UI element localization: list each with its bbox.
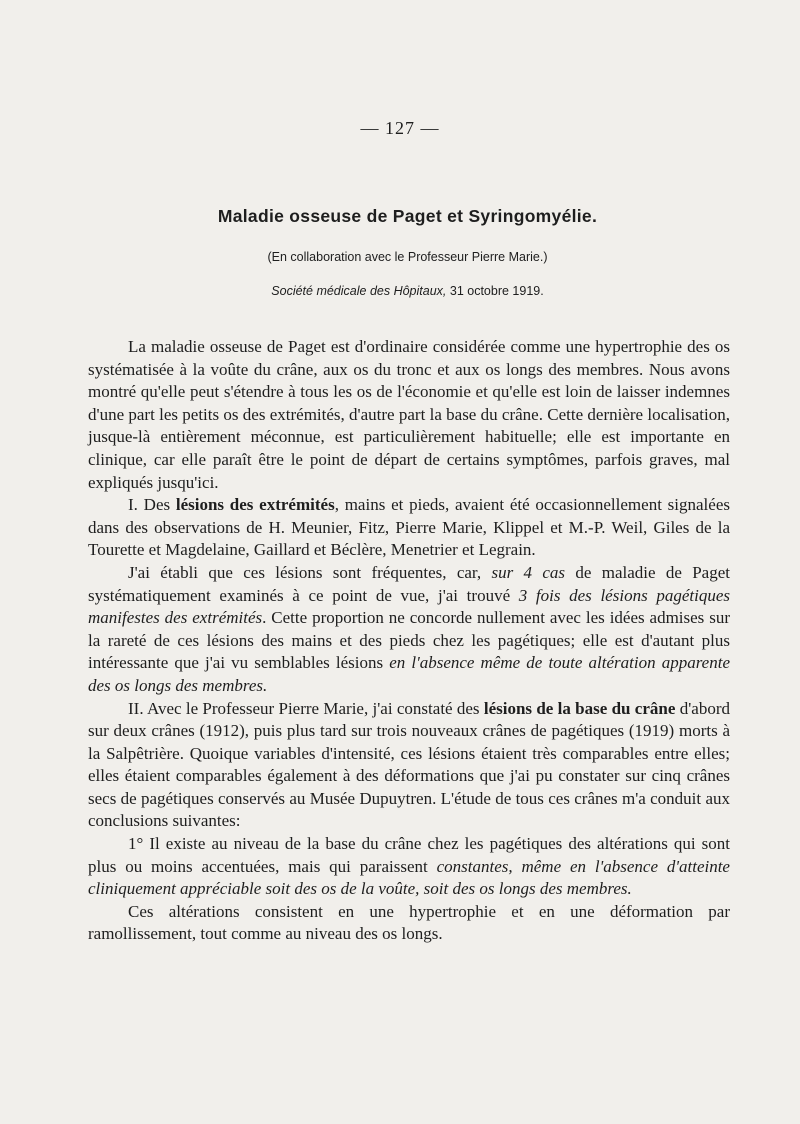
society-name: Société médicale des Hôpitaux, [271, 284, 447, 298]
emphasis-bold: lésions des extrémités [175, 495, 335, 515]
paragraph-skull-base [88, 698, 730, 834]
article-body [88, 336, 730, 946]
article-title: Maladie osseuse de Paget et Syringomyélie. [217, 206, 598, 226]
text-run: de maladie de Paget systématiquement examinés à ce point de vue, j'ai trouvé [88, 562, 730, 605]
text-run: d'abord sur deux crânes (1912), puis plus tard sur trois nouveaux crânes de pagétiques (1919) morts à la Salpêtrière. Quoique variables d'intensité, ces lésions étaient très comparables entre elles; elles étaient comparables également à des déformations que j'ai pu constater sur cinq crânes secs de pagétiques conservés au Musée Dupuytren. L'étude de tous ces crânes m'a conduit aux conclusions suivantes: [88, 698, 730, 831]
text-run: I. Des [128, 495, 176, 515]
society-date: 31 octobre 1919. [449, 284, 544, 298]
text-run: . Cette proportion ne concorde nullement avec les idées admises sur la rareté de ces lésions des mains et des pieds chez les pagétiques; elle est d'autant plus intéressante que j'ai vu semblables lésions [88, 608, 730, 673]
text-run: , mains et pieds, avaient été occasionnellement signalées dans des observations de H. Meunier, Fitz, Pierre Marie, Klippel et M.-P. Weil, Giles de la Tourette et Magdelaine, Gaillard et Béclère, Menetrier et Legrain. [88, 495, 730, 560]
emphasis-italic: en l'absence même de toute altération apparente des os longs des membres. [88, 653, 730, 695]
emphasis-italic: constantes, même en l'absence d'atteinte cliniquement appréciable soit des os de la voûte, soit des os longs des membres. [88, 856, 730, 899]
paragraph-extremities [88, 494, 730, 562]
paragraph-alterations: Ces altérations consistent en une hypertrophie et en une déformation par ramollissement, tout comme au niveau des os longs. [88, 901, 730, 944]
society-line [0, 284, 800, 298]
page-number: — 127 — [360, 118, 440, 138]
emphasis-bold: lésions de la base du crâne [483, 698, 676, 718]
paragraph-intro: La maladie osseuse de Paget est d'ordinaire considérée comme une hypertrophie des os systématisée à la voûte du crâne, aux os du tronc et aux os longs des membres. Nous avons montré qu'elle peut s'étendre à tous les os de l'économie et qu'elle est loin de laisser indemnes d'une part les petits os des extrémités, d'autre part la base du crâne. Cette dernière localisation, jusque-là entièrement méconnue, est particulièrement habituelle; elle est importante en clinique, car elle paraît être le point de départ de certains symptômes, parfois graves, mal expliqués jusqu'ici. [88, 337, 730, 492]
text-run: 1° Il existe au niveau de la base du crâne chez les pagétiques des altérations qui sont plus ou moins accentuées, mais qui paraissent [88, 834, 730, 876]
text-run: J'ai établi que ces lésions sont fréquentes, car, [128, 562, 492, 582]
paragraph-frequency [88, 562, 730, 698]
emphasis-italic: sur 4 cas [491, 562, 566, 582]
emphasis-italic: 3 fois des lésions pagétiques manifestes des extrémités [88, 585, 730, 628]
text-run: II. Avec le Professeur Pierre Marie, j'ai constaté des [128, 698, 484, 718]
collaboration-note: (En collaboration avec le Professeur Pierre Marie.) [267, 250, 548, 264]
paragraph-conclusion-1 [88, 833, 730, 901]
